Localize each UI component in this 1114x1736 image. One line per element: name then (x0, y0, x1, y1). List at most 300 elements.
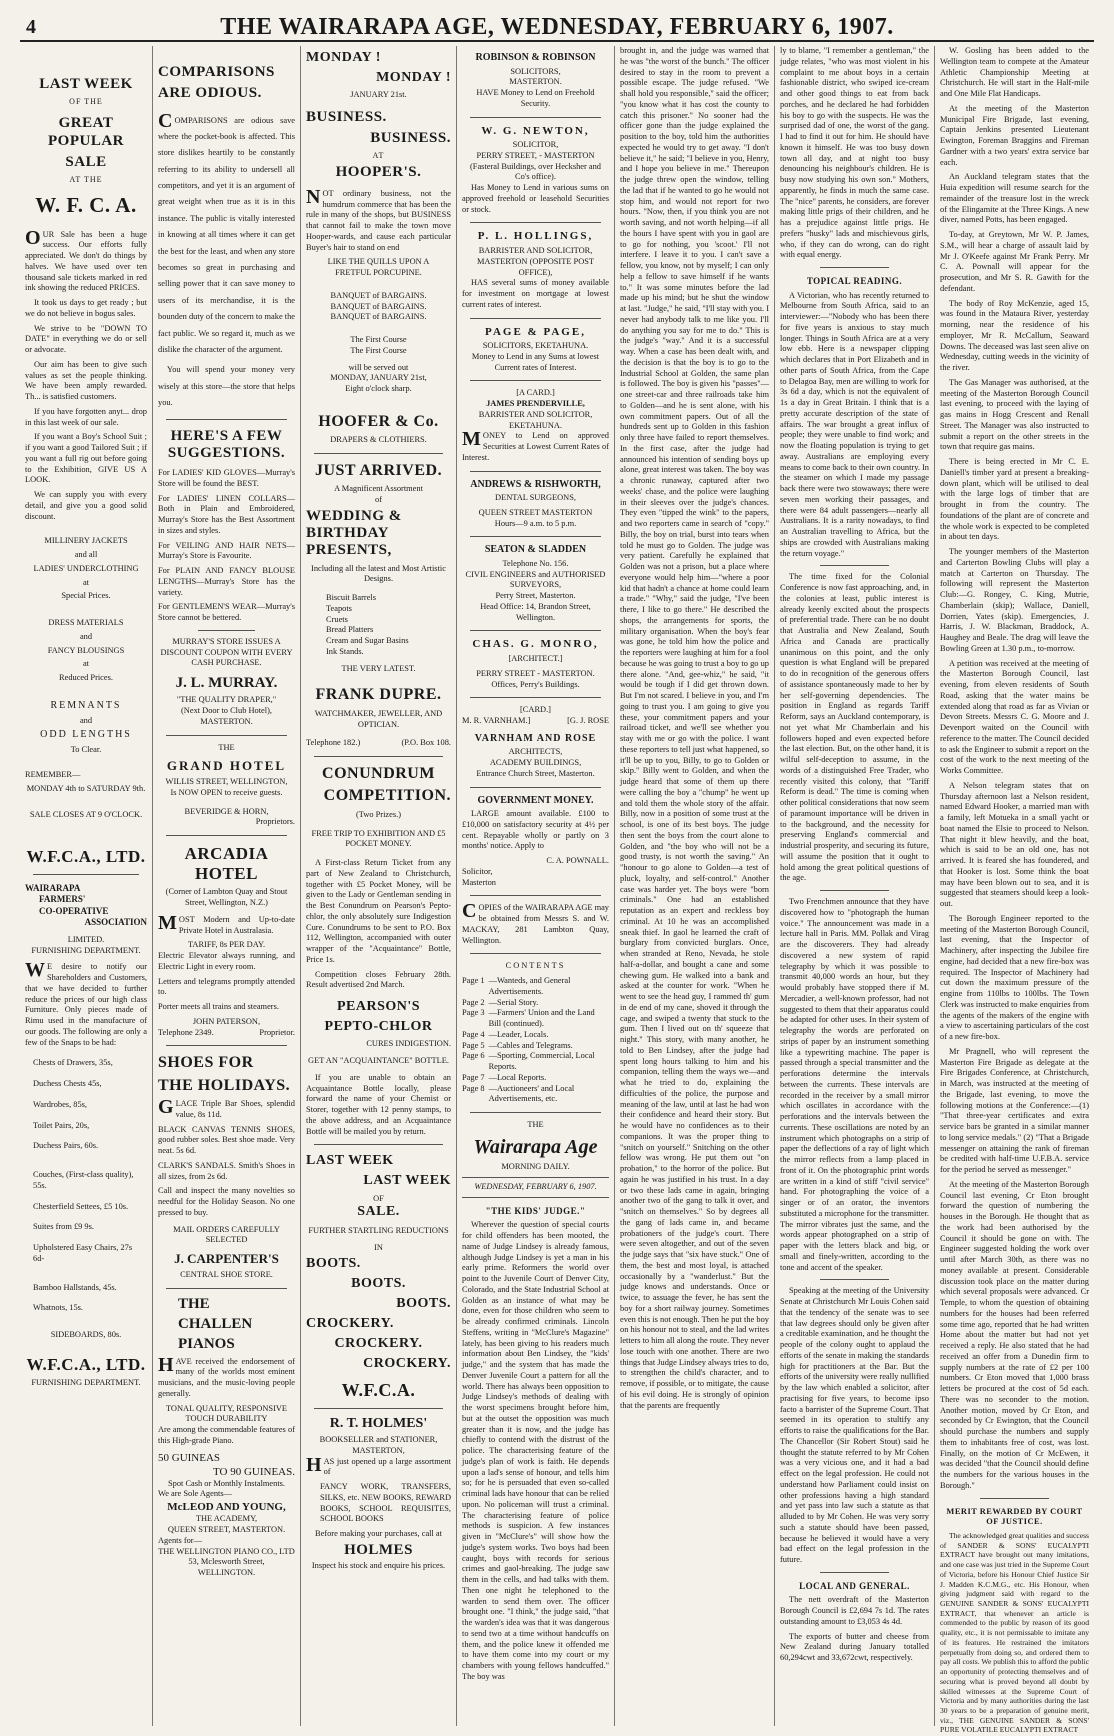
ad-heading: SHOES FOR (158, 1054, 254, 1072)
ad-paragraph: It took us days to get ready ; but we do not believe in bogus sales. (25, 298, 147, 318)
ad-line: QUEEN STREET MASTERTON (478, 507, 593, 517)
list-item (33, 1283, 139, 1294)
ad-line: Telephone No. 156. (502, 558, 569, 568)
article-paragraph: The Gas Manager was authorised, at the meeting of the Masterton Borough Council last evening, to proceed with the laying of gas mains in Hogg Crescent and Renall Street. The Manager was also instructed to submit a report on the other streets in the town that require gas mains. (940, 377, 1089, 452)
ad-paragraph: CLARK'S SANDALS. Smith's Shoes in all sizes, from 2s 6d. (158, 1160, 295, 1181)
contents-item (462, 1084, 609, 1106)
ad-line: Cruets (326, 614, 348, 624)
article-paragraph: The Borough Engineer reported to the meeting of the Masterton Borough Council, last evening, that the Inspector of Machinery, after inspecting the Jubilee fire engine, had decided that a new fire-box was required. The Inspector of Machinery had cut down the maximum pressure of the engine from 110lbs to 100lbs. The Town Clerk was instructed to make enquiries from the agents of the makers of the engine with a view to ascertaining particulars of the cost of a new fire-box. (940, 913, 1089, 1041)
article-paragraph: W. Gosling has been added to the Wellington team to compete at the Amateur Athletic Championship Meeting at Christchurch. He will start in the Half-mile and One Mile Flat Handicaps. (940, 46, 1089, 98)
ad-paragraph: Call and inspect the many novelties so needful for the Holiday Season. No one pressed to buy. (158, 1186, 295, 1217)
ad-paragraph: Porter meets all trains and steamers. (158, 1002, 279, 1012)
ad-paragraph: A First-class Return Ticket from any part of New Zealand to Christchurch, together with £5 Pocket Money, will be given to the Lady or Gentleman sending in the Best Conundrum on Pearson's Pepto-chlor, the only absolutely sure Indigestion Cure. Conundrums to be sent to P.O. Box 112, Wellington, accompanied with outer wrapper of the "Acquaintance" Bottle, Price 1s. (306, 858, 451, 964)
item-name: Toilet Pairs, 20s, (33, 1120, 90, 1130)
contents-description: —Wanteds, and General Advertisements. (488, 976, 571, 996)
ad-paragraph: LARGE amount available. £100 to £10,000 on satisfactory security at 4½ per cent. Repayable wholly or partly on 3 months' notice. Apply to (462, 809, 609, 851)
contents-description: —Sporting, Commercial, Local Reports. (488, 1051, 595, 1072)
ad-heading: LAST WEEK (363, 1173, 451, 1189)
ad-line: MASTERTON. (200, 716, 253, 726)
ad-line: CIVIL ENGINEERS and AUTHORISED SURVEYORS, (465, 569, 606, 590)
ad-subheading: OF THE (69, 97, 103, 107)
ad-line: SOLICITORS, (510, 66, 561, 76)
ad-line: Spot Cash or Monthly Instalments. (167, 1478, 286, 1488)
ad-heading: ROBINSON & ROBINSON (475, 52, 596, 63)
ad-line: FREE TRIP TO EXHIBITION AND £5 POCKET MONEY. (311, 828, 446, 849)
item-name: Chesterfield Settees, £5 10s. (33, 1201, 129, 1211)
newspaper-title: THE WAIRARAPA AGE, WEDNESDAY, FEBRUARY 6, 1907. (220, 14, 894, 40)
list-item (33, 1058, 139, 1069)
section-heading: MERIT REWARDED BY COURT OF JUSTICE. (946, 1506, 1083, 1527)
divider (470, 117, 601, 118)
ad-paragraph: WE desire to notify our Shareholders and Customers, that we have decided to further reduce the prices of our high class Furniture. Only pieces made of Rimu used in the manufacture of our goods. The following are only a few of the Snaps to be had: (25, 959, 147, 1047)
ad-line: CENTRAL SHOE STORE. (180, 1270, 273, 1280)
ad-line: MAIL ORDERS CAREFULLY SELECTED (173, 1224, 280, 1245)
ad-paragraph: Are among the commendable features of this High-grade Piano. (158, 1425, 295, 1445)
ad-paragraph: Has Money to Lend in various sums on approved freehold or leasehold Securities or stock. (462, 183, 609, 214)
ad-line: THE ACADEMY, (195, 1514, 258, 1524)
ad-heading: CHALLEN (178, 1316, 253, 1333)
article-paragraph: A Victorian, who has recently returned to Melbourne from South Africa, said to an interviewer:—"Nobody who has been there for five years is anxious to stay much longer. Things in South Africa are at a very low ebb. Here is a newspaper clipping which declares that in Port Elizabeth and in other parts of South Africa, from the Cape to Delagoa Bay, men are willing to work for 3s 6d a day, which is not the equivalent of 1s a day in Great Britain. I think that is a pretty accurate description of the state of affairs. The war brought a great influx of people; they were unable to find work; and now the floating population is trying to get away. Australians are employing every means to come back to their own country. In the steamer on which I made my passage back there were two stowaways; there were seven men working their passages, and there were 84 adult passengers—nearly all Australians. It is a rarity nowadays, to find an Australian travelling to Africa, but the ships are crowded with Australians making the return voyage." (780, 290, 929, 558)
partner-name: [G. J. ROSE (567, 716, 609, 726)
divider (980, 1498, 1049, 1499)
ad-heading: W. F. C. A. (35, 193, 137, 218)
ad-line: Money to Lend in any Sums at lowest Current rates of Interest. (471, 351, 600, 372)
ad-paragraph: We can supply you with every detail, and give you a good solid discount. (25, 490, 147, 521)
contents-item (462, 1041, 609, 1052)
contents-page: Page 2 (462, 997, 485, 1007)
ad-line: at (82, 577, 90, 587)
ad-line: REMEMBER— (25, 769, 81, 779)
ad-paragraph: Competition closes February 28th. Result advertised 2nd March. (306, 969, 451, 990)
article-paragraph: The younger members of the Masterton and Carterton Bowling Clubs will play a match at Carterton on Thursday. The following will represent the Masterton Club:—G. Rongey, C. King, Mutrie, Chamberlain (skip); Wallace, Daniell, Dorrien, Yates (skip). Emergencies, J. Harris, J. W. Blackman, Braddock, A. Haughey and Beale. The drag will leave the Bowling Green at 1.30 p.m., to-morrow. (940, 547, 1089, 653)
divider (33, 874, 139, 875)
ad-heading: LAST WEEK (306, 1153, 394, 1169)
item-name: Duchess Chests 45s, (33, 1079, 102, 1089)
contents-list (462, 976, 609, 1105)
ad-line: LIMITED. (67, 934, 105, 944)
ad-line: REMNANTS (50, 699, 122, 711)
ad-heading: BIRTHDAY (306, 525, 389, 542)
ad-line: THE (218, 742, 235, 752)
section-heading: TOPICAL READING. (806, 276, 903, 286)
ad-line: The First Course (350, 345, 407, 355)
ad-heading: JAMES PRENDERVILLE, (486, 399, 585, 409)
ad-paragraph: If you have forgotten anyt... drop in this last week of our sale. (25, 406, 147, 427)
ad-line: ODD LENGTHS (40, 729, 132, 741)
divider (820, 267, 889, 268)
ad-heading: SEATON & SLADDEN (484, 544, 587, 556)
list-item (33, 1303, 139, 1314)
ad-line: MONDAY, JANUARY 21st, (330, 373, 427, 383)
divider (470, 787, 601, 788)
ad-line: DRAPERS & CLOTHIERS. (330, 435, 427, 445)
article-title: "THE KIDS' JUDGE." (485, 1205, 586, 1216)
contents-description: —Cables and Telegrams. (488, 1040, 573, 1050)
contents-description: —Local Reports. (488, 1072, 547, 1082)
contents-description: —Auctioneers' and Local Advertisements, etc. (488, 1083, 575, 1104)
ad-heading: PAGE & PAGE, (485, 325, 586, 338)
contents-page: Page 1 (462, 976, 485, 986)
article-paragraph: Wherever the question of special courts for child offenders has been mooted, the name of Judge Lindsey is already famous, although Judge Lindsey is yet a man in his early prime. Reformers the world over point to the Juvenile Court of Denver City, Colorado, and the State Industrial School at Golden as an instance of what may be done, even for those children who seem to be already confirmed criminals. Lincoln Steffens, writing in "McClure's Magazine" lately, has been giving to his readers much information about Ben Lindsey, the "kids' judge," and the system that has made the Denver Juvenile Court a pattern for all the world. There has always been opposition to Judge Lindsey's methods of dealing with the worst specimens brought before him, but at the outset the opposition was much greater than it is now, and the judge has chiefly to contend with the distrust of the police. The characterising feature of the judge's plan of work is faith. He depends upon a lad's sense of honour, and tells him so; for he is persuaded that even so-called criminal lads have honour that can be relied upon. No policeman will trust a criminal. The characterising feature of police methods is suspicion. A few instances given in "McClure's" will show how the judge's system works. Two boys had been caught, boys with records for serious crimes and gaol-breaking. The judge saw them in the cells, and had talks with them. Then one night he telephoned to the warden to send them over. The officer brought one. "I think," the judge said, "that the warden's idea was that it was dangerous to send two at a time without handcuffs on them, and the police knew it offended me to have them come into my court or my chambers with young fellows handcuffed." The boy was (462, 1220, 609, 1681)
ad-line: WILLIS STREET, WELLINGTON, (165, 777, 288, 787)
column-7-local-general (934, 46, 1094, 1735)
divider (470, 1112, 601, 1113)
phone: Telephone 2349. (158, 1027, 214, 1037)
ad-line: (Next Door to Club Hotel), (181, 706, 272, 716)
ad-heading: BOOTS. (306, 1255, 361, 1271)
ad-line: MASTERTON. (509, 77, 562, 87)
ad-line: Agents for— (158, 1535, 202, 1545)
divider (462, 1177, 609, 1178)
ad-line: Offices, Perry's Buildings. (491, 679, 580, 689)
ad-line: FANCY BLOUSINGS (47, 645, 125, 655)
ad-line: Bread Platters (326, 625, 374, 635)
divider (820, 1279, 889, 1280)
ad-line: LIKE THE QUILLS UPON A FRETFUL PORCUPINE. (327, 257, 430, 278)
ad-line (306, 738, 451, 749)
ad-paragraph: HAS just opened up a large assortment of (306, 1453, 451, 1477)
ad-paragraph: MOST Modern and Up-to-date Private Hotel in Australasia. (158, 911, 295, 935)
ad-line: We are Sole Agents— (158, 1489, 232, 1499)
newspaper-logo: Wairarapa Age (473, 1135, 598, 1158)
item-name: SIDEBOARDS, 80s. (50, 1330, 122, 1340)
divider (314, 1144, 443, 1145)
ad-line: Cream and Sugar Basins (326, 636, 409, 646)
article-paragraph: Mr Pragnell, who will represent the Masterton Fire Brigade as delegate at the Fire Brigades Conference, at Christchurch, in March, was instructed at the meeting of the Brigade, last evening, to move the following motions at the Conference:—(1) "That three-year certificates and extra service bars be granted in a similar manner to long service medals." (2) "That a Brigade messenger on attaining the rank of fireman be credited with half-time U.F.B.A. service for the period he served as messenger." (940, 1046, 1089, 1174)
masthead-small: MORNING DAILY. (501, 1162, 570, 1172)
ad-paragraph: Our aim has been to give such values as set the people thinking. We have been amply rewarded. Th... is satisfied customers. (25, 359, 147, 402)
ad-line: Inspect his stock and enquire his prices. (311, 1561, 446, 1571)
ad-line: JOHN PATERSON, (192, 1016, 261, 1026)
ad-line: TARIFF, 8s PER DAY. (187, 940, 266, 950)
ad-paragraph: For VEILING AND HAIR NETS—Murray's Store is Favourite. (158, 540, 295, 561)
contents-heading: CONTENTS (505, 961, 566, 971)
ad-heading: GOVERNMENT MONEY. (477, 794, 594, 806)
ad-line: FURNISHING DEPARTMENT. (31, 1378, 141, 1388)
ad-line: BANQUET of BARGAINS. (330, 312, 427, 322)
ad-line: BANQUET of BARGAINS. (330, 301, 427, 311)
divider (470, 630, 601, 631)
proprietor: Proprietor. (259, 1027, 295, 1037)
ad-line: Masterton (462, 877, 496, 887)
ad-heading: WAIRARAPA (25, 882, 81, 893)
item-name: Wardrobes, 85s, (33, 1099, 87, 1109)
ad-line: 50 GUINEAS (158, 1451, 221, 1464)
article-paragraph: There is being erected in Mr C. E. Daniell's timber yard at present a breaking-down plant, which will be utilised to deal with the large logs of timber that are brought in from the country. The foundations of the plant are of concrete and the whole work is expected to be completed in about ten days. (940, 457, 1089, 542)
ad-heading: PEARSON'S (336, 999, 421, 1015)
contents-description: —Farmers' Union and the Land Bill (continued). (488, 1008, 595, 1029)
list-item (33, 1243, 139, 1265)
contents-description: —Leader, Locals. (488, 1029, 549, 1039)
contents-item (462, 998, 609, 1009)
ad-line: DENTAL SURGEONS, (495, 493, 576, 503)
list-item (33, 1121, 139, 1132)
article-paragraph: The time fixed for the Colonial Conference is now fast approaching, and, in the colonies at least, public interest is already keenly excited about the prospects of preferential trade. There can be no doubt that Australia and New Zealand, South Africa and Canada are practically unanimous on this point, and the only question is what England will be prepared to do in recognition of the generous offers of assistance spontaneously made to her by her self-governing dependencies. The position in England as regards Tariff Reform, says an Auckland contemporary, is not yet what Mr Chamberlain and his followers hoped and even expected before the last election. But, on the other hand, it is wilful self-deception to assume, in the words of a distinguished Free Trader, who recently visited this colony, that "Tariff Reform is dead." The time is coming when other political considerations that now seem of paramount importance will be driven in to the background, and the necessity for preserving England's commercial and industrial prosperity, and securing its future, will assume the position that it ought to hold among the great political questions of the age. (780, 572, 929, 883)
ad-heading: VARNHAM AND ROSE (474, 732, 597, 744)
ad-line: FURNISHING DEPARTMENT. (31, 945, 141, 955)
column-5-article (614, 46, 774, 1726)
list-item (33, 1202, 139, 1213)
masthead-small: THE (527, 1120, 544, 1130)
ad-paragraph: OUR Sale has been a huge success. Our efforts fully appreciated. We don't do things by halves. We have used over ten thousand sale tickets marked in red ink showing the reduced PRICES. (25, 226, 147, 293)
ad-heading: MONDAY ! (376, 70, 451, 86)
ad-line: LADIES' UNDERCLOTHING (33, 563, 139, 573)
contents-page: Page 5 (462, 1040, 485, 1050)
ad-heading: GREAT POPULAR (48, 115, 124, 149)
divider (166, 419, 287, 420)
article-paragraph: The nett overdraft of the Masterton Borough Council is £2,694 7s 1d. The rates outstanding amount to £3,053 4s 4d. (780, 1595, 929, 1626)
ad-line: BARRISTER AND SOLICITOR, (478, 246, 593, 256)
ad-line: EKETAHUNA. (508, 420, 563, 430)
ad-line: SALE CLOSES AT 9 O'CLOCK. (29, 810, 143, 820)
divider (470, 953, 601, 954)
ad-line: TO 90 GUINEAS. (213, 1465, 295, 1478)
dateline: WEDNESDAY, FEBRUARY 6, 1907. (474, 1182, 597, 1192)
ad-line: QUEEN STREET, MASTERTON. (167, 1525, 286, 1535)
ad-line: WATCHMAKER, JEWELLER, AND OPTICIAN. (314, 708, 443, 729)
divider (166, 735, 287, 736)
contents-item (462, 1051, 609, 1073)
ad-line: Perry Street, Masterton. (495, 591, 576, 601)
ad-heading: SALE (65, 153, 107, 170)
ad-heading: CROCKERY. (363, 1356, 451, 1372)
divider (314, 756, 443, 757)
ad-line: PERRY STREET, - MASTERTON (Fasteral Buildings, over Hecksher and Co's office). (470, 150, 601, 182)
ad-line: [ARCHITECT.] (508, 654, 563, 664)
article-paragraph: Speaking at the meeting of the University Senate at Christchurch Mr Louis Cohen said that the tendency of the senate was to see that law degrees should only be given after a creditable examination, and he thought the people of the colony ought to applaud the efforts of the senate in making the standards high for practitioners at the Bar. But the efforts of the university were really nullified by the law which enabled a solicitor, after practising for five years, to become ipso facto a barrister of the Supreme Court. That seemed in its operation to stultify any efforts to raise the qualifications for the Bar. The Chancellor (Sir Robert Stout) said he thought the statute referred to by Mr Cohen was a very vicious one, and it had a bad effect on the legal profession. He could not understand how Parliament could insist on other professions having a high standard and yet pass into law such a statute as that alluded to by Mr Cohen. He was very sorry such a statute should have been passed, because he believed it would have a very bad effect on the legal profession in the future. (780, 1286, 929, 1565)
ad-heading: FARMERS' (39, 894, 86, 905)
ad-line: WELLINGTON. (197, 1568, 256, 1578)
divider (462, 1197, 609, 1198)
ad-heading: COMPETITION. (323, 787, 451, 805)
ad-heading: HERE'S A FEW SUGGESTIONS. (167, 427, 286, 461)
ad-heading: BOOTS. (351, 1275, 406, 1291)
article-paragraph: To-day, at Greytown, Mr W. P. James, S.M., will hear a charge of assault laid by Mr J. O'Keefe against Mr Frank Perry. Mr C. A. Pownall will appear for the prosecution, and Mr S. R. Gawith for the defendant. (940, 230, 1089, 293)
item-name: Suites from £9 9s. (33, 1222, 94, 1232)
ad-line: MURRAY'S STORE ISSUES A DISCOUNT COUPON WITH EVERY CASH PURCHASE. (160, 636, 293, 668)
ad-heading: LAST WEEK (39, 76, 133, 92)
ad-line: TONAL QUALITY, RESPONSIVE TOUCH DURABILITY (165, 1403, 288, 1424)
divider (198, 630, 255, 631)
article-paragraph: A Nelson telegram states that on Thursday afternoon last a Nelson resident, named Edward Hooker, a married man with a family, left Motueka in a small yacht or boat named the Elsie to proceed to Nelson. That night it blew heavily, and the boat, which is said to be an old one, has not arrived. It is feared she has foundered, and that Hooker is lost. Some think the boat may have been blown out to sea, and it is suggested that steamers should keep a look-out. (940, 780, 1089, 908)
ad-line: Head Office: 14, Brandon Street, Wellington. (480, 601, 591, 622)
ad-line: MASTERTON, (352, 1445, 405, 1455)
po-box: (P.O. Box 108. (401, 738, 451, 748)
ad-heading: HOOPER'S. (335, 163, 422, 180)
article-paragraph: At the meeting of the Masterton Municipal Fire Brigade, last evening, Captain Jenkins presented Lieutenant Ewington, Foreman Braggins and Fireman Gardner with a two years' extra service bar each. (940, 103, 1089, 167)
divider (470, 895, 601, 896)
ad-paragraph: FANCY WORK, TRANSFERS, SILKS, etc. NEW BOOKS, REWARD BOOKS, SCHOOL REQUISITES, SCHOOL BOOKS (320, 1482, 451, 1524)
ad-line: JANUARY 21st. (350, 90, 407, 100)
ad-line: FURTHER STARTLING REDUCTIONS (308, 1226, 449, 1236)
ad-line: Proprietors. (255, 817, 295, 827)
ad-line: ARCHITECTS, (508, 747, 563, 757)
divider (470, 471, 601, 472)
ad-line: (Two Prizes.) (356, 809, 401, 819)
item-name: Couches, (First-class quality), 55s. (33, 1170, 134, 1190)
item-name: Whatnots, 15s. (33, 1303, 84, 1313)
contents-page: Page 3 (462, 1008, 485, 1018)
ad-line: Biscuit Barrels (326, 593, 377, 603)
ad-line: Is NOW OPEN to receive guests. (170, 787, 283, 797)
ad-paragraph: COMPARISONS are odious save where the pocket-book is affected. This store dislikes heartily to be constantly referring to its ability to undersell all competitors, and yet it is an argument of great weight when true as it is in this instance. The public is vitally interested in knowing at all times where it can get the best for the least, and when any store becomes so great in purchasing and selling power that it can save money to users of its merchandise, it is the bounden duty of the concern to make the fact public. We so regard it, much as we dislike the character of the argument. (158, 109, 295, 354)
ad-paragraph: If you are unable to obtain an Acquaintance Bottle locally, please forward the name of your Chemist or Storer, together with 12 penny stamps, to the above address, and an Acquaintance Bottle will be mailed you by return. (306, 1072, 451, 1136)
list-item (33, 1330, 139, 1341)
ad-line: C. A. POWNALL. (546, 856, 609, 866)
ad-line: BEVERIDGE & HORN, (184, 806, 269, 816)
ad-line: MILLINERY JACKETS (44, 536, 128, 546)
ad-heading: PIANOS (178, 1336, 235, 1353)
ad-paragraph: NOT ordinary business, not the humdrum commerce that has been the rule in many of the shops, but BUSINESS that cannot fail to make the town move Hooper-wards, and cause each particular Buyer's hair to stand on end (306, 185, 451, 252)
divider (166, 1045, 287, 1046)
ad-line: CURES INDIGESTION. (366, 1039, 451, 1049)
ad-line: and (79, 715, 93, 725)
ad-line: [CARD.] (520, 705, 551, 715)
ad-heading: W. G. NEWTON, (481, 124, 590, 137)
article-paragraph: The exports of butter and cheese from New Zealand during January totalled 60,294cwt and 33,672cwt, respectively. (780, 1631, 929, 1663)
ad-heading: W.F.C.A., LTD. (26, 847, 146, 867)
ad-line: BANQUET of BARGAINS. (330, 290, 427, 300)
article-paragraph: brought in, and the judge was warned that he was "the worst of the bunch." The officer desired to stay in the room to prevent a possible escape. The judge refused. "We shall hold you responsible," said the officer; "you know what it has cost the county to catch this prisoner." No sooner had the officer gone than the judge explained the position to the boy, told him the authorities expected he would try to get away. "I don't believe it," he said; "I believe in you, Henry, and I hope you believe in me." Thereupon the judge threw open the window, telling the lad that if he wanted to go he would not stop him, and would not report for two hours. "Now, then, if you think you are not worth saving, and not worth helping—if all the hours I have spent with you in gaol are to go for nothing, you 'scoot.' I'll not interfere. I leave it to you. I can't save a fellow, you know, not by myself; I can only help a fellow to save himself if he wants to." It was some minutes before the lad made up his mind; but he shut the window at last. "Judge," he said, "I'll stay with you. I never had anybody talk to me like you. I'll do anything you say for me to do." This is the judge's "way." And it is a successful way. When a case has been dealt with, and the decision is that the boy is to go to the Industrial School at Golden, the same plan is followed. The boy is given his "passes"—one street-car and three railroads take him to Golden—and he is sent alone, with his own commitment papers. Out of all the hundreds sent up to Golden in this fashion only three have failed to report themselves. In the first case, after the judge had announced his intention of sending boys up alone, great interest was taken. The boy was a chronic runaway, captured after two weeks' chase, and the police were laughing in their sleeves over the judge's chances. They even "tipped the wink" to the papers, and two reporters came in search of "copy." Billy, the boy on trial, burst into tears when told he must go to Golden. The judge was very patient. Carefully he explained that Golden was not a prison, but a place where everyone would help him—"where a poor kid that hadn't a chance at home could learn a trade." "Why," said the judge, "I've been there, I like to go there." He described the shops, the arrangements for sports, the military organisation. When the boy's fear was gone, he told him how the police and the reporters were laughing at him for a fool because he was going to trust a boy to go up there alone. "And, gee-whiz," he said, "it would be tough if I did get thrown down. But I'm not scared. I believe in you, and I'm going to trust you. I am going to give you these, your commitment papers and your railroad ticket, and we'll see whether you stay with me or go with the police. I want these reporters to tell just what happened, so it'll be up to you, Billy, to go to Golden or skip." Billy went to Golden, and when the judge heard that some of them up there were calling the boy a "chump" he went up and told them the whole story of the affair. Billy, now in a position of some trust at the school, is one of its best boys. The judge then sent the boys from the court alone to Golden, and "the boy who will not be a good trusty, is not worth the saving." An "honour to go alone to Golden—a test of pluck, loyalty, and self-control." Another case was harder yet. The boys were "born criminals." One had an established reputation as an expert and reckless boy criminal. At 10 he was an accomplished sneak thief. In gaol he learned the craft of burglary from convicted burglars. Once, when stranded at Reno, Nevada, he stole half-a-dollar, and bought a cane and some chewing gum. He walked into a bank and asked at the counter for work. "When he went to see the head guy, I rammed th' gum in de end of my cane, shoved it through the cage, and swiped a twenty that stuck to the gum. Then I lived out on th' squeeze that night." This story, with many another, he told to Ben Lindsey, after the judge had spent long hours talking to him and his companion, telling them the ways we—and what he tried to do, explaining the difficulties of the police, the purpose and meaning of the law, until at last he had won their confidence and heard their story. But he would have no confidences as to their companions. It was the proper thing to "snitch on yourself." Snitching on the other fellow was wrong. He put them out "on probation," to the horror of the police. But again he was justified in his trust. In a day or two these lads came in again, bringing another two of the gang to talk it over, and "snitch on themselves." So by degrees all the gang of lads came in, and became probationers of the judge's court. There were seven altogether, and out of the seven the judge says that "six have stuck." One of them, the best and most loyal, is attached occasionally by a "wanderlust." But the judge knows and understands. Once or twice, to assuage the fever, he has sent the boy for a short railway journey. Sometimes even this is not enough. Then he put the boy on his honour not to steal, and the lad writes letters to him all along the route. They never lose touch with one another. There are two things that Judge Lindsey always tries to do, to strengthen the child's character, and to remove, if possible, or to mitigate, the cause of his evil doing. He is strongly of opinion that the parents are frequently (620, 46, 769, 1410)
column-2-murray-ads (152, 46, 300, 1726)
ad-line: AT (372, 151, 385, 161)
list-item (33, 1079, 139, 1090)
ad-line: A Magnificent Assortment (334, 484, 423, 494)
contents-item (462, 1073, 609, 1084)
ad-heading: CHAS. G. MONRO, (472, 638, 599, 651)
column-4-professional-cards (456, 46, 614, 1726)
ad-line: Before making your purchases, call at (315, 1529, 442, 1539)
contents-page: Page 7 (462, 1072, 485, 1082)
item-name: Bamboo Hallstands, 45s. (33, 1282, 117, 1292)
ad-heading: JUST ARRIVED. (314, 462, 443, 480)
ad-heading: COMPARISONS (158, 64, 275, 80)
divider (820, 1572, 889, 1573)
contents-item (462, 1030, 609, 1041)
ad-heading: GRAND HOTEL (166, 758, 287, 774)
ad-line: GET AN "ACQUAINTANCE" BOTTLE. (308, 1056, 449, 1066)
ad-heading: W.F.C.A. (341, 1380, 416, 1401)
contents-page: Page 4 (462, 1029, 485, 1039)
ad-heading: McLEOD AND YOUNG, (167, 1501, 286, 1514)
ad-line: Hours—9 a.m. to 5 p.m. (494, 518, 577, 528)
divider (820, 890, 889, 891)
list-item (33, 1222, 139, 1233)
ad-line: DRESS MATERIALS (48, 618, 124, 628)
divider (470, 536, 601, 537)
ad-line: OF (373, 1193, 384, 1203)
ad-heading: WEDDING & (306, 507, 402, 524)
ad-heading: HOLMES (344, 1541, 413, 1558)
partner-name: M. R. VARNHAM.] (462, 716, 531, 726)
ad-line: IN (374, 1243, 383, 1253)
ad-heading: MONDAY ! (306, 50, 381, 65)
ad-paragraph: COPIES of the WAIRARAPA AGE may be obtained from Messrs S. and W. MACKAY, 281 Lambton Quay, Wellington. (462, 900, 609, 945)
ad-heading: THE HOLIDAYS. (158, 1076, 291, 1094)
divider (470, 380, 601, 381)
item-name: Upholstered Easy Chairs, 27s 6d- (33, 1243, 133, 1263)
article-paragraph: Two Frenchmen announce that they have discovered how to "photograph the human voice." The announcement was made in a lecture hall in Paris. MM. Pollak and Virag are the discoverers. They had already discovered a new system of rapid telegraphy by which it was possible to transmit 40,000 words an hour, but they would probably have stopped there if M. Mercadier, a well-known professor, had not suggested to them that their apparatus could be adapted for other uses. In their system of telegraphy the words are perforated on strips of paper by an instrument something like a typewriting machine. The paper is passed through a special transmitter and the perforations determine the intervals between the currents. These intervals are recorded in the receiver by a small mirror which oscillates in accordance with the perforations and the intervals between the currents. These oscillations are noted by an instrument which photographs on a strip of paper the deflections of a ray of light which the mirror reflects from a lamp placed in front of it. On the photographic print words are written in a kind of stiff "civil service" hand. For photographing the voice of a singer or of an orator, the inventors substituted a microphone for the transmitter. The mirror vibrates just the same, and the words appear photographed on a strip of paper with the letters black and big, or small and finely-written, according to the tone and accent of the speaker. (780, 897, 929, 1272)
page-number: 4 (26, 16, 36, 38)
ad-line: Teapots (326, 603, 352, 613)
list-item (33, 1141, 139, 1152)
ad-heading: HOOFER & Co. (318, 412, 439, 430)
ad-line: MASTERTON (OPPOSITE POST OFFICE), (476, 256, 595, 277)
column-6-topical (774, 46, 934, 1726)
contents-page: Page 6 (462, 1051, 485, 1061)
ad-heading: ANDREWS & RISHWORTH, (470, 478, 601, 490)
ad-line: SOLICITOR, (512, 140, 559, 150)
item-name: Chests of Drawers, 35s, (33, 1058, 113, 1068)
ad-paragraph: Electric Elevator always running, and Electric Light in every room. (158, 951, 295, 971)
masthead (20, 14, 1094, 42)
ad-line: HAVE Money to Lend on Freehold Security. (476, 88, 595, 108)
ad-heading: ARCADIA HOTEL (184, 844, 269, 883)
ad-line: 53, Mclesworth Street, (188, 1557, 265, 1567)
divider (166, 835, 287, 836)
ad-line: ACADEMY BUILDINGS, (489, 758, 582, 768)
column-1-wfca-sale (20, 46, 152, 1726)
article-paragraph: At the meeting of the Masterton Borough Council last evening, Cr Eton brought forward the question of numbering the houses in the Borough. He thought that as the work had been authorised by the Council it should be gone on with. The Engineer suggested holding the work over until after March 30th, as there was no money available at present. Considerable discussion took place on the matter during which several proposals were advanced. Cr Temple, to whom the question of obtaining numbers for the houses had been referred some time ago, reported that he had written Home about the matter but had not yet received a reply. He also stated that he had received an offer from a Dunedin firm to supply numbers at the rate of £2 per 100 numbers. Cr Eton moved that 1,000 brass letters be procured at the cost of 5d each. There was no seconder to the motion. Another motion, moved by Cr Eton, and seconded by Cr Ewington, that the Council should purchase the numbers and supply them to inhabitants free of cost, was lost. Finally, on the motion of Cr McEwen, it was decided "that the Council should define the numbers for the various houses in the Borough." (940, 1179, 1089, 1490)
ad-line: The First Course (350, 335, 407, 345)
ad-line: BOOKSELLER and STATIONER, (319, 1435, 438, 1445)
ad-heading: SALE. (357, 1204, 400, 1220)
ad-heading: PRESENTS, (306, 542, 392, 559)
ad-paragraph: For GENTLEMEN'S WEAR—Murray's Store cannot be bettered. (158, 602, 295, 623)
ad-paragraph: For LADIES' KID GLOVES—Murray's Store will be found the BEST. (158, 468, 295, 488)
ad-line: Including all the latest and Most Artistic Designs. (311, 563, 446, 584)
ad-paragraph: HAVE received the endorsement of many of the worlds most eminent musicians, and the music-loving people generally. (158, 1353, 295, 1398)
ad-line: THE WELLINGTON PIANO CO., LTD (158, 1546, 295, 1556)
ad-heading: R. T. HOLMES' (329, 1416, 428, 1432)
ad-line: THE VERY LATEST. (341, 663, 416, 673)
ad-paragraph: For LADIES' LINEN COLLARS—Both in Plain and Embroidered, Murray's Store has the Best Assortment in sizes and styles. (158, 493, 295, 535)
ad-line: PERRY STREET - MASTERTON. (476, 668, 595, 678)
ad-heading: BOOTS. (396, 1296, 451, 1312)
divider (166, 1288, 287, 1289)
divider (470, 697, 601, 698)
item-name: Duchess Pairs, 60s. (33, 1141, 99, 1151)
ad-line: To Clear. (70, 745, 102, 755)
divider (314, 453, 443, 454)
ad-paragraph: For PLAIN AND FANCY BLOUSE LENGTHS—Murray's Store has the variety. (158, 566, 295, 597)
ad-paragraph: You will spend your money very wisely at this store—the store that helps you. (158, 365, 295, 408)
ad-heading: FRANK DUPRE. (315, 686, 442, 704)
ad-heading: W.F.C.A., LTD. (26, 1354, 146, 1374)
article-paragraph: An Auckland telegram states that the Huia expedition will resume search for the remainder of the treasure lost in the wreck of the Elingamite at the Three Kings. A new diver, named Potts, has been engaged. (940, 172, 1089, 225)
ad-paragraph: HAS several sums of money available for investment on mortgage at lowest current rates of interest. (462, 278, 609, 309)
ad-line: and all (74, 550, 98, 560)
ad-paragraph: GLACE Triple Bar Shoes, splendid value, 8s 11d. (158, 1096, 295, 1119)
ad-line (158, 1028, 295, 1039)
ad-line: "THE QUALITY DRAPER," (176, 695, 277, 705)
ad-heading: CO-OPERATIVE (39, 905, 109, 916)
ad-line: Ink Stands. (326, 646, 364, 656)
article-paragraph: ly to blame, "I remember a gentleman," the judge relates, "who was most violent in his complaint to me about boys in a certain fashionable district, who swiped ice-cream and other good things to eat from back porches, and he declared he had forbidden his boy to go with the suspects. He was the surprised dad of one, the worst of the gang. I had to find it out for him. He should have known it himself. He was too busy down town all day, and at night too busy denouncing his neighbour's children. He is busy now studying his own son." Mothers, apparently, he finds in much the same case. The "nice" parents, he considers, are forever making little prigs of their children, and he has a prejudice against little prigs. He prefers "husky" lads and mischievous girls, who, if they can do wrong, can do right with equal energy. (780, 46, 929, 260)
ad-heading: CROCKERY. (306, 1316, 394, 1332)
ad-heading: ARE ODIOUS. (158, 85, 262, 102)
ad-line: (Corner of Lambton Quay and Stout Street, Wellington, N.Z.) (165, 887, 288, 908)
divider (470, 318, 601, 319)
ad-heading: J. L. MURRAY. (175, 675, 278, 692)
ad-heading: ASSOCIATION (84, 917, 147, 928)
divider (314, 1408, 443, 1409)
ad-line: BARRISTER AND SOLICITOR, (478, 409, 593, 419)
ad-line: of (375, 495, 382, 505)
ad-heading: P. L. HOLLINGS, (477, 230, 594, 243)
ad-line: [A CARD.] (516, 388, 555, 398)
ad-line: Solicitor, (462, 866, 493, 876)
